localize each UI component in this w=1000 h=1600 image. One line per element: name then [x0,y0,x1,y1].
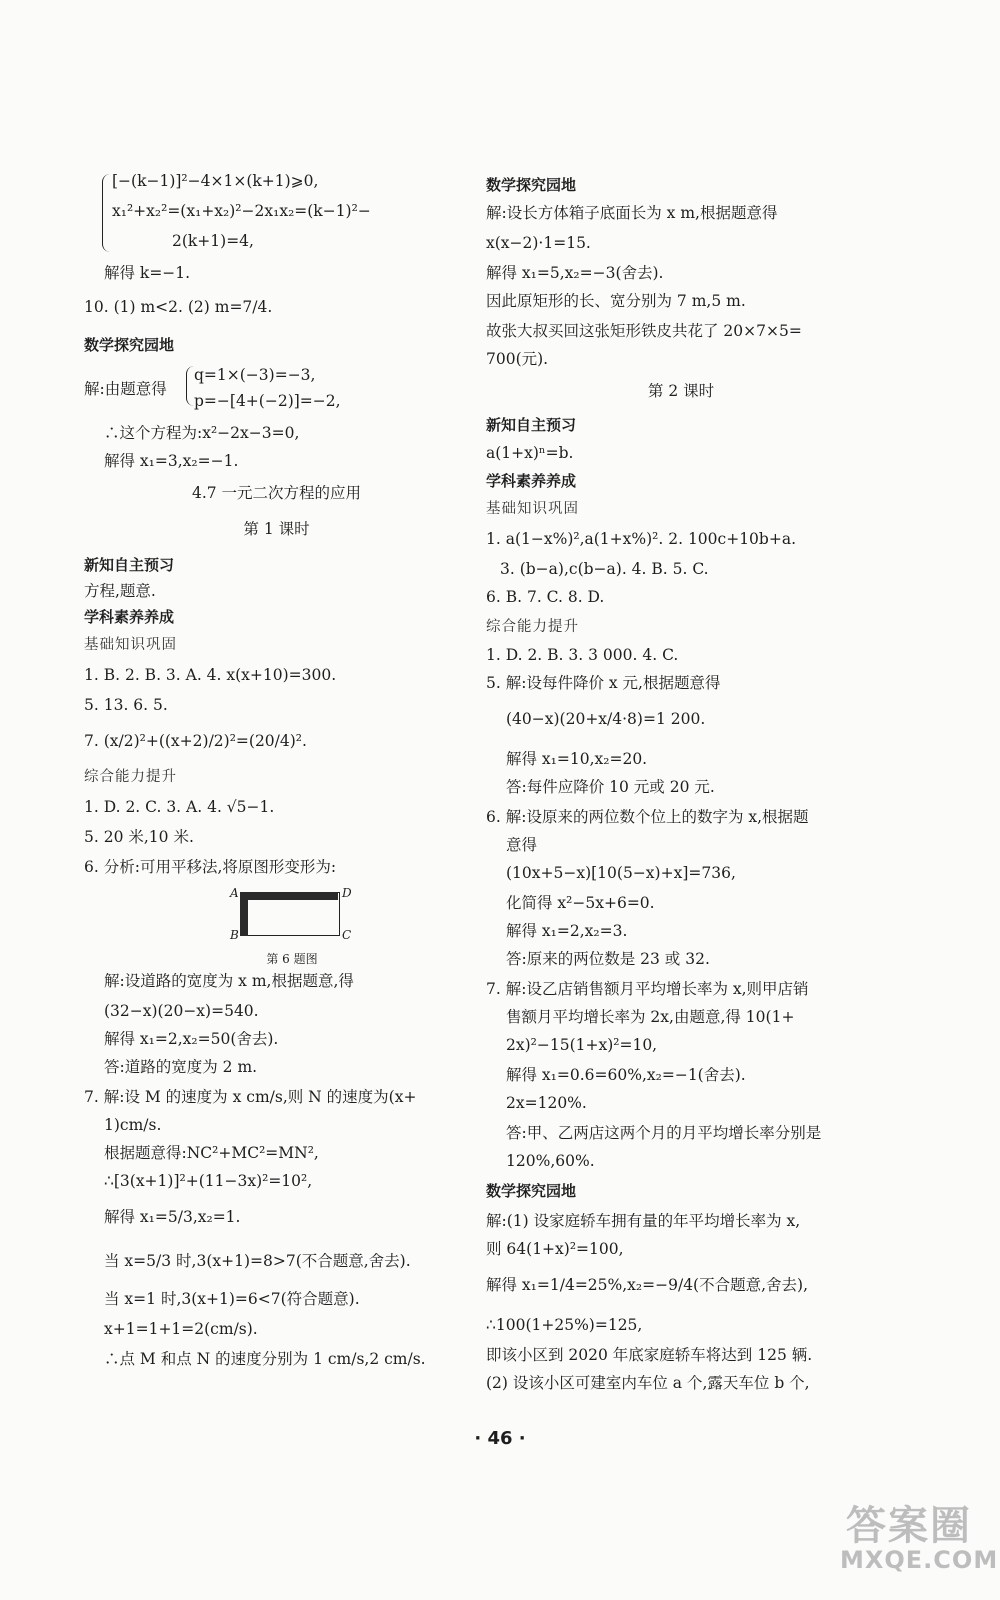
right-basic-1: 1. a(1−x%)²,a(1+x%)². 2. 100c+10b+a. [486,530,796,548]
right-basic-3: 6. B. 7. C. 8. D. [486,588,605,606]
preview-answer: 方程,题意. [84,582,156,600]
right-comp-12: 7. 解:设乙店销售额月平均增长率为 x,则甲店销 [486,980,809,998]
figure-label-a: A [230,886,239,900]
comp-line-16: ∴点 M 和点 N 的速度分别为 1 cm/s,2 cm/s. [104,1350,426,1368]
page-number: · 46 · [474,1428,526,1449]
right-comp-13: 售额月平均增长率为 2x,由题意,得 10(1+ [506,1008,795,1026]
right-basic-2: 3. (b−a),c(b−a). 4. B. 5. C. [500,560,709,578]
figure-caption: 第 6 题图 [266,952,318,966]
subheading-comprehensive: 综合能力提升 [84,769,177,785]
comp-line-8: 7. 解:设 M 的速度为 x cm/s,则 N 的速度为(x+ [84,1088,417,1106]
lesson-title-2: 第 2 课时 [647,382,715,400]
explore2-line-2: 则 64(1+x)²=100, [486,1240,624,1258]
figure-6 [230,886,352,966]
explore2-line-6: (2) 设该小区可建室内车位 a 个,露天车位 b 个, [486,1374,810,1392]
preview-answer-right: a(1+x)ⁿ=b. [486,444,574,462]
comp-line-13: 当 x=5/3 时,3(x+1)=8>7(不合题意,舍去). [104,1252,411,1270]
subheading-comprehensive-right: 综合能力提升 [486,619,579,635]
comp-line-5: (32−x)(20−x)=540. [104,1002,259,1020]
comp-line-11: ∴[3(x+1)]²+(11−3x)²=10², [104,1172,313,1190]
explore2-line-1: 解:(1) 设家庭轿车拥有量的年平均增长率为 x, [486,1212,801,1230]
basic-line-3: 7. (x/2)²+((x+2)/2)²=(20/4)². [84,732,307,750]
subheading-basic: 基础知识巩固 [84,637,177,653]
watermark-text: 答案圈 [846,1503,972,1549]
basic-line-1: 1. B. 2. B. 3. A. 4. x(x+10)=300. [84,666,337,684]
comp-line-14: 当 x=1 时,3(x+1)=6<7(符合题意). [104,1290,360,1308]
right-line-6: 700(元). [486,350,549,368]
comp-line-2: 5. 20 米,10 米. [84,828,194,846]
right-comp-18: 120%,60%. [506,1152,595,1170]
figure-label-b: B [230,928,239,942]
right-comp-8: (10x+5−x)[10(5−x)+x]=736, [506,864,736,882]
right-comp-6: 6. 解:设原来的两位数个位上的数字为 x,根据题 [486,808,809,826]
figure-horizontal-road [240,892,338,900]
explore2-line-5: 即该小区到 2020 年底家庭轿车将达到 125 辆. [486,1346,813,1364]
comp-line-6: 解得 x₁=2,x₂=50(舍去). [104,1030,279,1048]
right-comp-1: 1. D. 2. B. 3. 3 000. 4. C. [486,646,679,664]
right-comp-15: 解得 x₁=0.6=60%,x₂=−1(舍去). [506,1066,746,1084]
explore-equation: ∴这个方程为:x²−2x−3=0, [104,424,300,442]
comp-line-4: 解:设道路的宽度为 x m,根据题意,得 [104,972,354,990]
right-comp-2: 5. 解:设每件降价 x 元,根据题意得 [486,674,721,692]
answer-10: 10. (1) m<2. (2) m=7/4. [84,298,273,316]
comp-line-9: 1)cm/s. [104,1116,162,1134]
system-line-3: 2(k+1)=4, [172,232,254,250]
explore2-line-4: ∴100(1+25%)=125, [486,1316,643,1334]
right-line-1: 解:设长方体箱子底面长为 x m,根据题意得 [486,204,778,222]
subheading-basic-right: 基础知识巩固 [486,501,579,517]
heading-literacy-right: 学科素养养成 [486,472,577,490]
right-comp-3: (40−x)(20+x/4·8)=1 200. [506,710,706,728]
right-line-3: 解得 x₁=5,x₂=−3(舍去). [486,264,664,282]
solution-k: 解得 k=−1. [104,264,191,282]
right-comp-4: 解得 x₁=10,x₂=20. [506,750,648,768]
figure-label-d: D [342,886,352,900]
right-line-4: 因此原矩形的长、宽分别为 7 m,5 m. [486,292,746,310]
basic-line-2: 5. 13. 6. 5. [84,696,168,714]
watermark-url: MXQE.COM [840,1546,999,1574]
right-comp-11: 答:原来的两位数是 23 或 32. [506,950,710,968]
heading-explore-right-2: 数学探究园地 [486,1182,577,1200]
heading-explore-right: 数学探究园地 [486,176,577,194]
comp-line-7: 答:道路的宽度为 2 m. [104,1058,258,1076]
system-line-1: [−(k−1)]²−4×1×(k+1)⩾0, [112,172,319,190]
figure-label-c: C [342,928,352,942]
watermark-logo [826,1494,999,1584]
comp-line-12: 解得 x₁=5/3,x₂=1. [104,1208,241,1226]
right-comp-9: 化简得 x²−5x+6=0. [506,894,655,912]
lesson-title-1: 第 1 课时 [243,520,310,538]
system-line-2: x₁²+x₂²=(x₁+x₂)²−2x₁x₂=(k−1)²− [112,202,371,220]
explore-intro: 解:由题意得 [84,380,167,398]
right-line-5: 故张大叔买回这张矩形铁皮共花了 20×7×5= [486,322,802,340]
section-title: 4.7 一元二次方程的应用 [191,484,362,502]
comp-line-15: x+1=1+1=2(cm/s). [104,1320,258,1338]
right-comp-10: 解得 x₁=2,x₂=3. [506,922,628,940]
right-comp-17: 答:甲、乙两店这两个月的月平均增长率分别是 [506,1124,822,1142]
heading-preview: 新知自主预习 [84,556,175,574]
heading-preview-right: 新知自主预习 [486,416,577,434]
comp-line-1: 1. D. 2. C. 3. A. 4. √5−1. [84,798,275,816]
heading-literacy: 学科素养养成 [84,608,175,626]
explore-roots: 解得 x₁=3,x₂=−1. [104,452,239,470]
heading-explore: 数学探究园地 [84,336,175,354]
right-comp-7: 意得 [506,836,538,854]
right-line-2: x(x−2)·1=15. [486,234,591,252]
right-comp-16: 2x=120%. [506,1094,587,1112]
explore2-line-3: 解得 x₁=1/4=25%,x₂=−9/4(不合题意,舍去), [486,1276,809,1294]
comp-line-10: 根据题意得:NC²+MC²=MN², [104,1144,319,1162]
right-comp-14: 2x)²−15(1+x)²=10, [506,1036,658,1054]
explore-q: q=1×(−3)=−3, [194,366,316,384]
right-comp-5: 答:每件应降价 10 元或 20 元. [506,778,715,796]
comp-line-3: 6. 分析:可用平移法,将原图形变形为: [84,858,337,876]
explore-p: p=−[4+(−2)]=−2, [194,392,341,410]
